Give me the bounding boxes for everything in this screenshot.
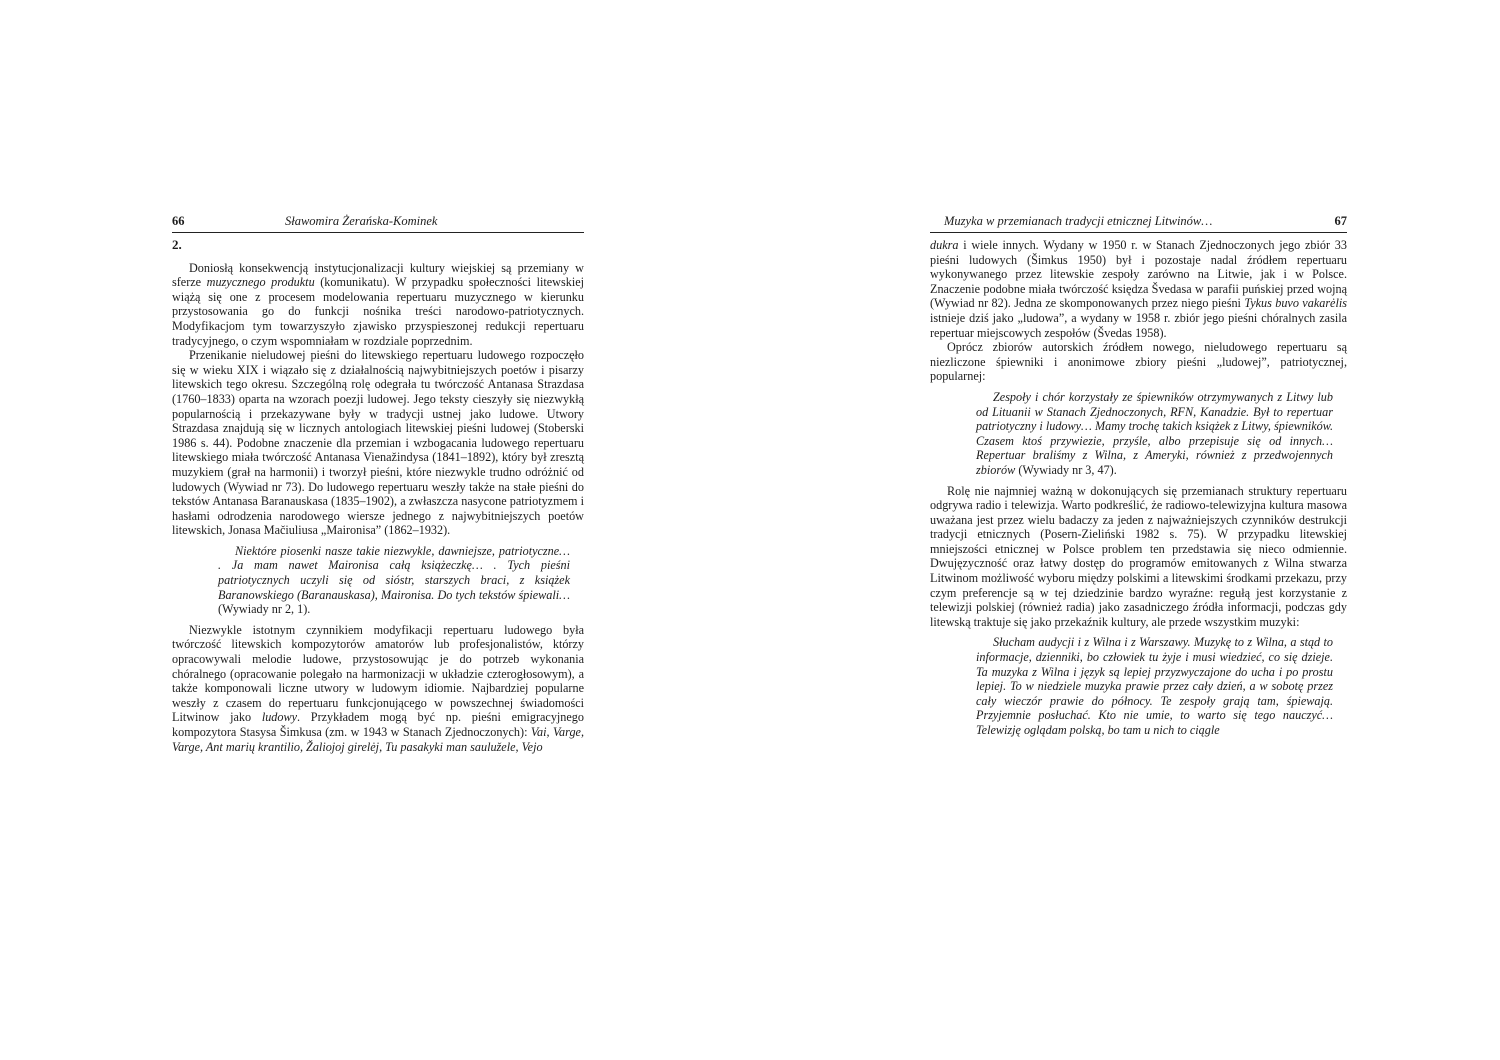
right-page-number: 67 — [1334, 214, 1347, 228]
right-text-column — [930, 238, 1347, 744]
right-paragraph-3: Rolę nie najmniej ważną w dokonujących się przemianach struktury repertuaru odgrywa radio i telewizja. Warto podkreślić, że radiowo-telewizyjna kultura masowa uważana jest przez wielu badaczy za jeden z najważniejszych czynników destrukcji tradycji etnicznych (Posern-Zieliński 1982 s. 75). W przypadku litewskiej mniejszości etnicznej w Polsce problem ten przedstawia się nieco odmiennie. Dwujęzyczność oraz łatwy dostęp do programów emitowanych z Wilna stwarza Litwinom możliwość wyboru między polskimi a litewskimi środkami przekazu, przy czym preferencje są w tej dziedzinie bardzo wyraźne: regułą jest korzystanie z telewizji polskiej (również radia) jako zasadniczego źródła informacji, podczas gdy litewską traktuje się jako przekaźnik kultury, ale przede wszystkim muzyki: — [930, 483, 1347, 629]
right-block-quote-1: Zespoły i chór korzystały ze śpiewników otrzymywanych z Litwy lub od Lituanii w Stanach Zjednoczonych, RFN, Kanadzie. Był to repertuar patriotyczny i ludowy… Mamy trochę takich książek z Litwy, śpiewników. Czasem ktoś przywiezie, przyśle, albo przepisuje się od innych… Repertuar braliśmy z Wilna, z Ameryki, również z przedwojennych zbiorów (Wywiady nr 3, 47). — [976, 389, 1333, 477]
section-number: 2. — [172, 237, 182, 252]
left-paragraph-1: Doniosłą konsekwencją instytucjonalizacji kultury wiejskiej są przemiany w sferze muzycznego produktu (komunikatu). W przypadku społeczności litewskiej wiążą się one z procesem modelowania repertuaru muzycznego w kierunku przystosowania go do funkcji nośnika treści narodowo-patriotycznych. Modyfikacjom tym towarzyszyło zjawisko przyspieszonej redukcji repertuaru tradycyjnego, o czym wspomniałam w rozdziale poprzednim. — [172, 260, 584, 348]
right-running-title: Muzyka w przemianach tradycji etnicznej Litwinów… — [944, 214, 1213, 228]
left-paragraph-3: Niezwykle istotnym czynnikiem modyfikacji repertuaru ludowego była twórczość litewskich kompozytorów amatorów lub profesjonalistów, którzy opracowywali melodie ludowe, przystosowując je do potrzeb wykonania chóralnego (opracowanie polegało na harmonizacji w układzie czterogłosowym), a także komponowali liczne utwory w ludowym idiomie. Najbardziej popularne weszły z czasem do repertuaru funkcjonującego w powszechnej świadomości Litwinow jako ludowy. Przykładem mogą być np. pieśni emigracyjnego kompozytora Stasysa Šimkusa (zm. w 1943 w Stanach Zjednoczonych): Vai, Varge, Varge, Ant marių krantilio, Žaliojoj girelėj, Tu pasakyki man saulužele, Vejo — [172, 622, 584, 754]
left-paragraph-2: Przenikanie nieludowej pieśni do litewskiego repertuaru ludowego rozpoczęło się w wieku XIX i wiązało się z działalnością najwybitniejszych poetów i pisarzy litewskich tego okresu. Szczególną rolę odegrała tu twórczość Antanasa Strazdasa (1760–1833) oparta na wzorach poezji ludowej. Jego teksty cieszyły się niezwykłą popularnością i przekazywane były w tradycji ustnej jako ludowe. Utwory Strazdasa znajdują się w licznych antologiach litewskiej pieśni ludowej (Stoberski 1986 s. 44). Podobne znaczenie dla przemian i wzbogacania ludowego repertuaru litewskiego miała twórczość Antanasa Vienažindysa (1841–1892), który był zresztą muzykiem (grał na harmonii) i tworzył pieśni, które niezwykle trudno odróżnić od ludowych (Wywiad nr 73). Do ludowego repertuaru weszły także na stałe pieśni do tekstów Antanasa Baranauskasa (1835–1902), a zwłaszcza nasycone patriotyzmem i hasłami odrodzenia narodowego wiersze jednego z najwybitniejszych poetów litewskich, Jonasa Mačiuliusa „Maironisa” (1862–1932). — [172, 348, 584, 538]
right-paragraph-2: Oprócz zbiorów autorskich źródłem nowego, nieludowego repertuaru są niezliczone śpiewniki i anonimowe zbiory pieśni „ludowej”, patriotycznej, popularnej: — [930, 340, 1347, 384]
right-block-quote-2: Słucham audycji i z Wilna i z Warszawy. Muzykę to z Wilna, a stąd to informacje, dzienniki, bo człowiek tu żyje i musi wiedzieć, co się dzieje. Ta muzyka z Wilna i język są lepiej przyzwyczajone do ucha i po prostu lepiej. To w niedziele muzyka prawie przez cały dzień, a w sobotę przez cały wieczór prawie do północy. Te zespoły grają tam, śpiewają. Przyjemnie posłuchać. Kto nie umie, to warto się tego nauczyć… Telewizję oglądam polską, bo tam u nich to ciągle — [976, 635, 1333, 737]
left-page-number: 66 — [172, 214, 185, 228]
right-paragraph-1: dukra i wiele innych. Wydany w 1950 r. w Stanach Zjednoczonych jego zbiór 33 pieśni ludowych (Šimkus 1950) był i pozostaje nadal źródłem repertuaru wykonywanego przez litewskie zespoły zarówno na Litwie, jak i w Polsce. Znaczenie podobne miała twórczość księdza Švedasa w parafii puńskiej przed wojną (Wywiad nr 82). Jedna ze skomponowanych przez niego pieśni Tykus buvo vakarėlis istnieje dziś jako „ludowa”, a wydany w 1958 r. zbiór jego pieśni chóralnych zasila repertuar miejscowych zespołów (Švedas 1958). — [930, 238, 1347, 340]
left-running-title: Sławomira Żerańska-Kominek — [285, 214, 438, 228]
left-block-quote: Niektóre piosenki nasze takie niezwykle, dawniejsze, patriotyczne… . Ja mam nawet Maironisa całą książeczkę… . Tych pieśni patriotycznych uczyli się od sióstr, starszych braci, z książek Baranowskiego (Baranauskasa), Maironisa. Do tych tekstów śpiewali… (Wywiady nr 2, 1). — [218, 543, 570, 617]
left-running-head — [172, 214, 584, 233]
left-text-column — [172, 238, 584, 754]
right-running-head — [930, 214, 1347, 233]
